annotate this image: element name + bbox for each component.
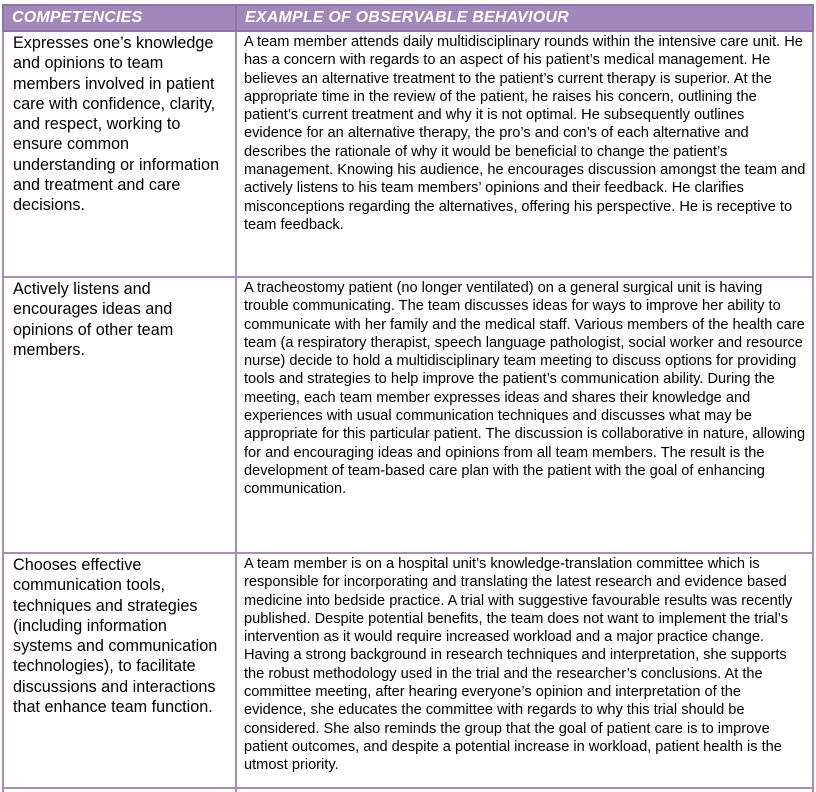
competency-cell: Expresses one’s knowledge and opinions to team members involved in patient care with confidence, clarity, and respect, working to ensure common understanding or information and treatment and care decisions. xyxy=(3,31,236,277)
table-row xyxy=(3,277,813,553)
competency-cell: Chooses effective communication tools, techniques and strategies (including information systems and communication technologies), to facilitate discussions and interactions that enhance team function. xyxy=(3,553,236,792)
behaviour-cell: A team member attends daily multidisciplinary rounds within the intensive care unit. He has a concern with regards to an aspect of his patient’s medical management. He believes an alternative treatment to the patient’s current therapy is superior. At the appropriate time in the review of the patient, he raises his concern, outlining the patient’s current treatment and why it is not optimal. He subsequently outlines evidence for an alternative therapy, the pro’s and con’s of each alternative and describes the rationale of why it would be beneficial to change the patient’s management. Knowing his audience, he encourages discussion amongst the team and actively listens to his team members’ opinions and their feedback. He clarifies misconceptions regarding the alternatives, offering his perspective. He is receptive to team feedback. xyxy=(236,31,813,277)
header-row xyxy=(3,5,813,31)
behaviour-cell: A tracheostomy patient (no longer ventilated) on a general surgical unit is having trouble communicating. The team discusses ideas for ways to improve her ability to communicate with her family and the medical staff. Various members of the health care team (a respiratory therapist, speech language pathologist, social worker and resource nurse) decide to hold a multidisciplinary team meeting to discuss options for providing tools and strategies to help improve the patient’s communication ability. During the meeting, each team member expresses ideas and shares their knowledge and experiences with usual communication techniques and discusses what may be appropriate for this particular patient. The discussion is collaborative in nature, allowing for and encouraging ideas and opinions from all team members. The result is the development of team-based care plan with the patient with the goal of enhancing communication. xyxy=(236,277,813,553)
header-competencies: COMPETENCIES xyxy=(3,5,236,31)
table-row xyxy=(3,31,813,277)
header-observable-behaviour: EXAMPLE OF OBSERVABLE BEHAVIOUR xyxy=(236,5,813,31)
table-bottom-border xyxy=(2,787,812,789)
behaviour-cell: A team member is on a hospital unit’s knowledge-translation committee which is responsible for incorporating and translating the latest research and evidence based medicine into bedside practice. A trial with suggestive favourable results was recently published. Despite potential benefits, the team does not want to implement the trial’s intervention as it would require increased workload and a major practice change. Having a strong background in research techniques and interpretation, she supports the robust methodology used in the trial and the researcher’s conclusions. At the committee meeting, after hearing everyone’s opinion and interpretation of the evidence, she educates the committee with regards to why this trial should be considered. She also reminds the group that the goal of patient care is to improve patient outcomes, and despite a potential increase in workload, patient health is the utmost priority. xyxy=(236,553,813,792)
competency-cell: Actively listens and encourages ideas and opinions of other team members. xyxy=(3,277,236,553)
table-row xyxy=(3,553,813,792)
competency-table xyxy=(2,4,814,792)
